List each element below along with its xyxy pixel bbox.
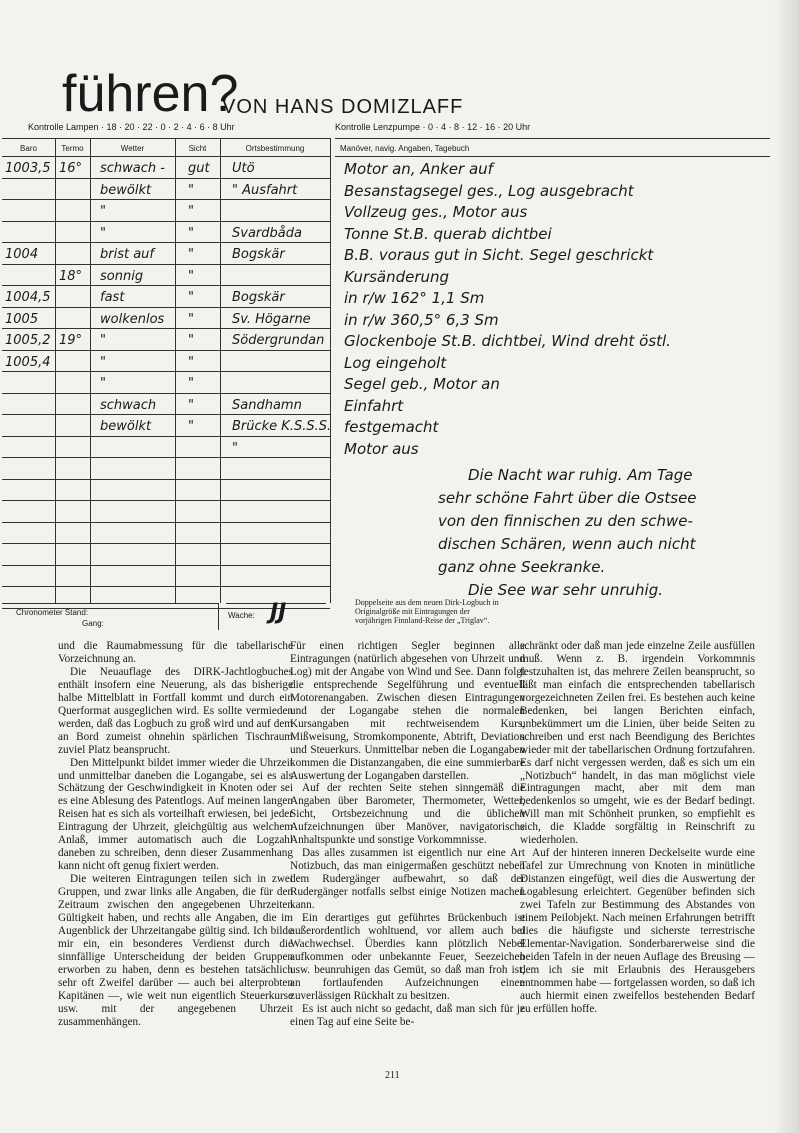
cell-baro: 1005 — [5, 312, 39, 327]
diary-note-line: sehr schöne Fahrt über die Ostsee — [438, 489, 697, 507]
cell-wetter: bewölkt — [100, 183, 152, 198]
column-header-ort: Ortsbestimmung — [245, 144, 305, 153]
grid-line — [2, 221, 330, 222]
chronometer-label: Chronometer Stand: — [16, 608, 89, 617]
grid-line — [330, 138, 331, 603]
cell-baro: 1003,5 — [5, 161, 51, 176]
page-edge-shadow — [773, 0, 799, 1133]
cell-ort: " — [232, 441, 238, 456]
diary-note-line: Die See war sehr unruhig. — [468, 581, 663, 599]
cell-termo: 19° — [59, 333, 83, 348]
chronometer-box — [2, 603, 219, 630]
cell-manoever: in r/w 162° 1,1 Sm — [344, 289, 485, 307]
cell-wetter: bewölkt — [100, 419, 152, 434]
cell-manoever: Segel geb., Motor an — [344, 375, 500, 393]
diary-note-line: ganz ohne Seekranke. — [438, 558, 606, 576]
cell-baro: 1005,4 — [5, 355, 51, 370]
grid-line — [2, 178, 330, 179]
grid-line — [2, 522, 330, 523]
paragraph: Die weiteren Eintragungen teilen sich in zwei Gruppen, und zwar links alle Angaben, die für den Zeitraum zwischen den angegebenen Uhrzeiten Gültigkeit haben, und rechts alle Angaben, die im Augenblick der Uhrzeitangabe gültig sind. Ich bilde mir ein, ein besonderes Verdienst durch die sinnfällige Unterscheidung der beiden Gruppen erworben zu haben, denn es bestehen tatsächlich sehr oft Zweifel darüber — auch bei alterprobten Kapitänen —, wie weit nun eigentlich Steuerkurse usw. mit der angegebenen Uhrzeit zusammenhängen. — [58, 873, 293, 1028]
lamp-check-line: Kontrolle Lampen · 18 · 20 · 22 · 0 · 2 · 4 · 6 · 8 Uhr — [28, 122, 235, 132]
pump-check-line: Kontrolle Lenzpumpe · 0 · 4 · 8 · 12 · 16 · 20 Uhr — [335, 122, 531, 132]
text-column-3 — [520, 640, 755, 1016]
cell-sicht: " — [188, 398, 194, 413]
paragraph: schränkt oder daß man jede einzelne Zeile ausfüllen muß. Wenn z. B. irgendein Vorkommnis festzuhalten ist, das mehrere Zeilen beansprucht, so läßt man einfach die entsprechenden tabellarisch vorgezeichneten Zeilen frei. Es bestehen auch keine Bedenken, bei langen Berichten einfach, unbekümmert um die Linien, über beide Seiten zu schreiben und erst nach Beendigung des Berichtes wieder mit der tabellarischen Ordnung fortzufahren. Es darf nicht vergessen werden, daß es sich um ein „Notizbuch“ handelt, in das man möglichst viele Eintragungen macht, aber mit dem man bedenkenlos so umgeht, wie es der Bedarf bedingt. Will man mit Schönheit prunken, so empfiehlt es sich, die Kladde sorgfältig in Reinschrift zu wiederholen. — [520, 640, 755, 847]
grid-line — [2, 543, 330, 544]
grid-line — [2, 307, 330, 308]
cell-manoever: festgemacht — [344, 418, 439, 436]
cell-sicht: " — [188, 355, 194, 370]
cell-manoever: Motor an, Anker auf — [344, 160, 493, 178]
grid-line — [2, 371, 330, 372]
cell-baro: 1004,5 — [5, 290, 51, 305]
cell-wetter: " — [100, 226, 106, 241]
cell-manoever: Kursänderung — [344, 268, 450, 286]
cell-sicht: " — [188, 312, 194, 327]
watch-label: Wache: — [228, 611, 255, 620]
column-header-termo: Termo — [61, 144, 84, 153]
cell-ort: Brücke K.S.S.S. — [232, 419, 332, 434]
cell-ort: Bogskär — [232, 290, 285, 305]
cell-manoever: Einfahrt — [344, 397, 404, 415]
diary-note-line: von den finnischen zu den schwe- — [438, 512, 693, 530]
cell-sicht: " — [188, 376, 194, 391]
cell-termo: 18° — [59, 269, 83, 284]
column-header-baro: Baro — [20, 144, 37, 153]
page-title: führen? — [62, 65, 239, 123]
cell-ort: Svardbåda — [232, 226, 302, 241]
cell-baro: 1005,2 — [5, 333, 51, 348]
grid-line — [2, 436, 330, 437]
cell-wetter: wolkenlos — [100, 312, 165, 327]
grid-line — [335, 156, 770, 157]
cell-baro: 1004 — [5, 247, 39, 262]
author-line: VON HANS DOMIZLAFF — [222, 96, 464, 118]
cell-wetter: " — [100, 376, 106, 391]
grid-line — [2, 350, 330, 351]
grid-line — [2, 199, 330, 200]
cell-manoever: B.B. voraus gut in Sicht. Segel geschrickt — [344, 246, 654, 264]
cell-wetter: fast — [100, 290, 125, 305]
cell-wetter: sonnig — [100, 269, 144, 284]
grid-line — [2, 565, 330, 566]
grid-line — [2, 328, 330, 329]
cell-manoever: Besanstagsegel ges., Log ausgebracht — [344, 182, 634, 200]
text-column-2 — [290, 640, 525, 1029]
grid-line — [335, 138, 770, 139]
paragraph: Für einen richtigen Segler beginnen alle Eintragungen (natürlich abgesehen von Uhrzeit und Log) mit der Angabe von Wind und See. Dann folgt die entsprechende Segelführung und eventuell Motorenangaben. Zwischen diesen Eintragungen und der Logangabe stehen die normalen Kursangaben mit rechtweisendem Kurs, Mißweisung, Stromkomponente, Abtrift, Deviation und Steuerkurs. Unmittelbar neben die Logangaben kommen die Distanzangaben, die eine summierbare Auswertung der Logangaben darstellen. — [290, 640, 525, 782]
cell-manoever: Motor aus — [344, 440, 419, 458]
grid-line — [2, 586, 330, 587]
grid-line — [220, 138, 221, 603]
paragraph: Auf der rechten Seite stehen sinngemäß die Angaben über Barometer, Thermometer, Wetter, Sicht, Ortsbezeichnung und die üblichen Aufzeichnungen über Manöver, navigatorische Anhaltspunkte und sonstige Vorkommnisse. — [290, 782, 525, 847]
column-header-wetter: Wetter — [120, 144, 145, 153]
grid-line — [2, 138, 330, 139]
cell-ort: " Ausfahrt — [232, 183, 298, 198]
paragraph: Ein derartiges gut geführtes Brückenbuch ist außerordentlich wohltuend, vor allem auch bei Wachwechsel. Überdies kann plötzlich Nebel aufkommen oder unbekannte Feuer, Seezeichen usw. beunruhigen das Gemüt, so daß man froh ist, an fortlaufenden Aufzeichnungen einen zuverlässigen Rückhalt zu besitzen. — [290, 912, 525, 1002]
cell-sicht: " — [188, 247, 194, 262]
grid-line — [2, 242, 330, 243]
paragraph: und die Raumabmessung für die tabellarische Vorzeichnung an. — [58, 640, 293, 665]
diary-note-line: Die Nacht war ruhig. Am Tage — [468, 466, 693, 484]
cell-sicht: " — [188, 333, 194, 348]
paragraph: Den Mittelpunkt bildet immer wieder die Uhrzeit und unmittelbar daneben die Logangabe, sei es als Schätzung der Geschwindigkeit in Knoten oder sei es eine Ablesung des Patentlogs. Auf meinen langen Reisen hat es sich als vorteilhaft erwiesen, bei jeder Eintragung der Uhrzeit, gleichgültig aus welchem Anlaß, immer automatisch auch die Logzahl daneben zu schreiben, denn dieser Zusammenhang kann nicht oft genug fixiert werden. — [58, 756, 293, 873]
grid-line — [2, 414, 330, 415]
cell-manoever: Tonne St.B. querab dichtbei — [344, 225, 552, 243]
cell-ort: Södergrundan — [232, 333, 325, 348]
cell-wetter: " — [100, 355, 106, 370]
cell-wetter: schwach — [100, 398, 157, 413]
gang-label: Gang: — [82, 619, 104, 628]
column-header-sicht: Sicht — [188, 144, 207, 153]
watch-box — [226, 600, 326, 630]
grid-line — [2, 156, 330, 157]
column-header-manoever: Manöver, navig. Angaben, Tagebuch — [340, 144, 470, 153]
watch-signature: JJ — [270, 600, 287, 625]
cell-sicht: " — [188, 226, 194, 241]
cell-ort: Bogskär — [232, 247, 285, 262]
paragraph: Das alles zusammen ist eigentlich nur eine Art Notizbuch, das man einigermaßen geschützt neben dem Rudergänger aufbewahrt, so daß der Rudergänger notfalls selbst einige Notizen machen kann. — [290, 847, 525, 912]
cell-sicht: " — [188, 269, 194, 284]
grid-line — [2, 500, 330, 501]
cell-sicht: " — [188, 290, 194, 305]
grid-line — [2, 479, 330, 480]
page-number: 211 — [385, 1070, 400, 1081]
cell-wetter: schwach - — [100, 161, 165, 176]
grid-line — [2, 264, 330, 265]
diary-note-line: dischen Schären, wenn auch nicht — [438, 535, 696, 553]
cell-wetter: brist auf — [100, 247, 154, 262]
cell-sicht: " — [188, 204, 194, 219]
paragraph: Auf der hinteren inneren Deckelseite wurde eine Tafel zur Umrechnung von Knoten in minütliche Distanzen eingefügt, weil dies die Auswertung der Logablesung erleichtert. Gegenüber befinden sich zwei Tafeln zur Bestimmung des Abstandes von einem Peilobjekt. Nach meinen Erfahrungen betrifft dies die häufigste und sicherste terrestrische Elementar-Navigation. Sonderbarerweise sind die beiden Tafeln in der neuen Auflage des Breusing — dem ich sie mit Erlaubnis des Herausgebers entnommen habe — fortgelassen worden, so daß ich auch hiermit einen zweifellos bestehenden Bedarf zu erfüllen hoffe. — [520, 847, 755, 1015]
paragraph: Die Neuauflage des DIRK-Jachtlogbuches enthält insofern eine Neuerung, als das bisherige halbe Mittelblatt in Fortfall kommt und durch ein Querformat ausgeglichen wird. Es sollte vermieden werden, daß das Logbuch zu groß wird und auf dem an Bord zumeist ohnehin spärlichen Tischraum zuviel Platz beansprucht. — [58, 665, 293, 756]
paragraph: Es ist auch nicht so gedacht, daß man sich für je einen Tag auf eine Seite be- — [290, 1002, 525, 1028]
text-column-1 — [58, 640, 293, 1029]
cell-wetter: " — [100, 204, 106, 219]
cell-manoever: Vollzeug ges., Motor aus — [344, 203, 528, 221]
grid-line — [2, 457, 330, 458]
grid-line — [2, 285, 330, 286]
cell-ort: Utö — [232, 161, 255, 176]
cell-sicht: " — [188, 419, 194, 434]
cell-ort: Sandhamn — [232, 398, 302, 413]
grid-line — [2, 393, 330, 394]
cell-wetter: " — [100, 333, 106, 348]
cell-manoever: Glockenboje St.B. dichtbei, Wind dreht östl. — [344, 332, 671, 350]
grid-line — [55, 138, 56, 603]
grid-line — [90, 138, 91, 603]
cell-ort: Sv. Högarne — [232, 312, 311, 327]
cell-manoever: Log eingeholt — [344, 354, 447, 372]
cell-manoever: in r/w 360,5° 6,3 Sm — [344, 311, 499, 329]
cell-sicht: " — [188, 183, 194, 198]
cell-termo: 16° — [59, 161, 83, 176]
figure-caption: Doppelseite aus dem neuen Dirk-Logbuch in Originalgröße mit Eintragungen der vorjährigen Finnland-Reise der „Triglav“. — [355, 598, 499, 626]
cell-sicht: gut — [188, 161, 210, 176]
grid-line — [175, 138, 176, 603]
